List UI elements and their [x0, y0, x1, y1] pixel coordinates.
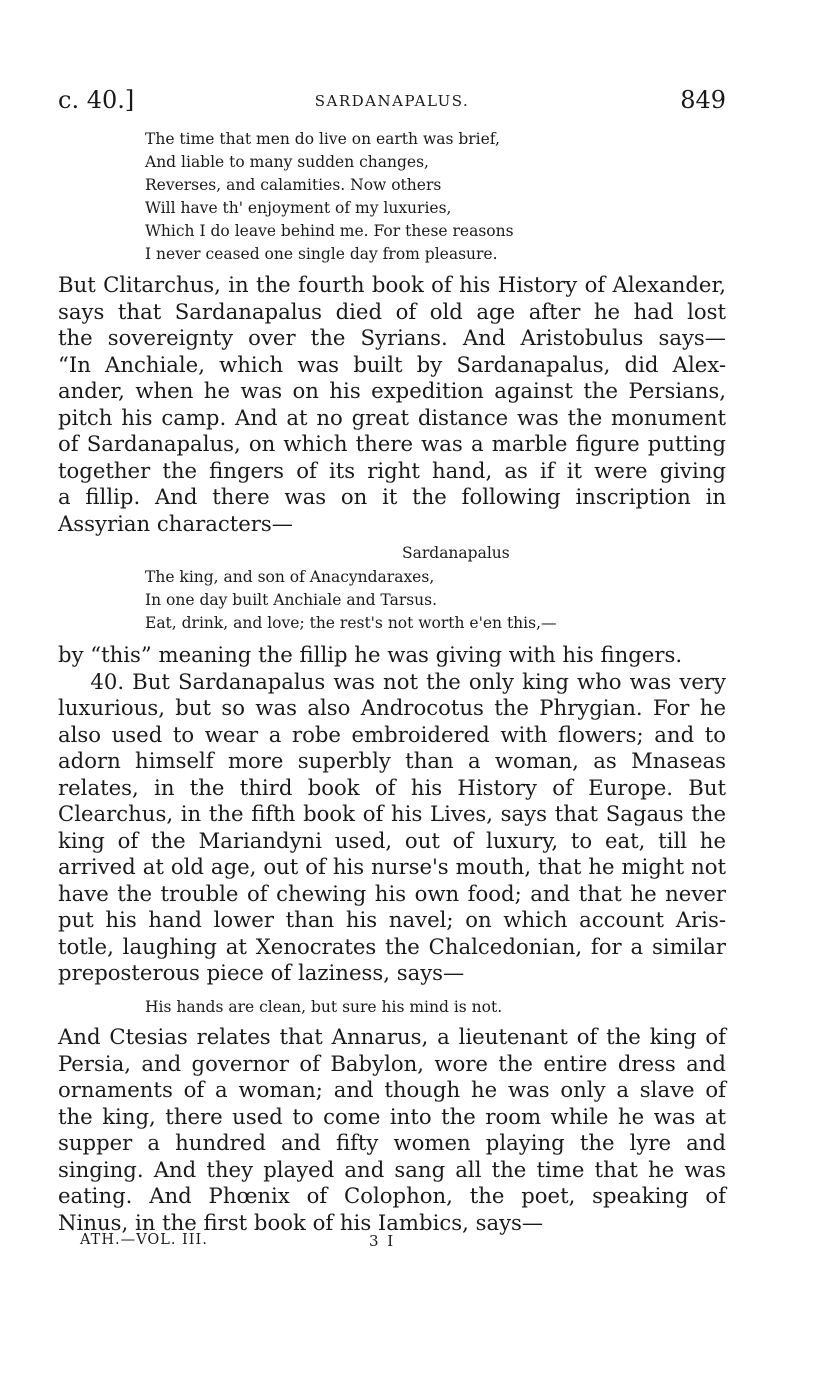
verse-quote-2: [145, 566, 557, 635]
text-line: of Sardanapalus, on which there was a marble figure putting: [58, 431, 726, 456]
text-line: also used to wear a robe embroidered with flowers; and to: [58, 721, 726, 747]
text-line: ander, when he was on his expedition against the Persians,: [58, 378, 726, 403]
page-number: 849: [680, 86, 726, 114]
printer-signature: 3 I: [369, 1232, 396, 1250]
chapter-marker: c. 40.]: [58, 86, 135, 114]
text-line: ornaments of a woman; and though he was only a slave of: [58, 1077, 726, 1102]
verse-line: His hands are clean, but sure his mind is not.: [145, 998, 503, 1016]
volume-footer: ATH.—VOL. III.: [80, 1232, 208, 1248]
text-line: adorn himself more superbly than a woman, as Mnaseas: [58, 748, 726, 773]
running-header: [58, 86, 726, 116]
text-line: the king, there used to come into the room while he was at: [58, 1103, 726, 1129]
verse-line: And liable to many sudden changes,: [145, 153, 429, 171]
text-line: arrived at old age, out of his nurse's mouth, that he might not: [58, 854, 726, 879]
text-line: singing. And they played and sang all the time that he was: [58, 1156, 726, 1182]
verse-line: Eat, drink, and love; the rest's not worth e'en this,—: [145, 614, 557, 632]
paragraph-1: [58, 272, 726, 537]
text-line: a fillip. And there was on it the following inscription in: [58, 484, 726, 509]
text-line: relates, in the third book of his History of Europe. But: [58, 774, 726, 800]
text-line: Clearchus, in the fifth book of his Lives, says that Sagaus the: [58, 801, 726, 826]
text-line: pitch his camp. And at no great distance was the monument: [58, 404, 726, 430]
text-line: supper a hundred and fifty women playing the lyre and: [58, 1130, 726, 1155]
text-line: “In Anchiale, which was built by Sardanapalus, did Alex-: [58, 351, 726, 377]
text-line: the sovereignty over the Syrians. And Aristobulus says—: [58, 325, 726, 350]
verse-line: Will have th' enjoyment of my luxuries,: [145, 199, 452, 217]
text-line: Assyrian characters—: [58, 510, 293, 536]
text-line: Persia, and governor of Babylon, wore the entire dress and: [58, 1050, 726, 1076]
text-line: by “this” meaning the fillip he was giving with his fingers.: [58, 642, 683, 667]
text-line: luxurious, but so was also Androcotus the Phrygian. For he: [58, 695, 726, 720]
text-line: 40. But Sardanapalus was not the only king who was very: [58, 668, 726, 694]
text-line: Ninus, in the first book of his Iambics, says—: [58, 1209, 544, 1235]
text-line: eating. And Phœnix of Colophon, the poet, speaking of: [58, 1183, 726, 1208]
paragraph-2: [58, 642, 726, 987]
verse-line: In one day built Anchiale and Tarsus.: [145, 591, 438, 609]
verse-line: The king, and son of Anacyndaraxes,: [145, 568, 435, 586]
running-title: SARDANAPALUS.: [314, 92, 470, 110]
text-line: preposterous piece of laziness, says—: [58, 960, 465, 985]
text-line: But Clitarchus, in the fourth book of his History of Alexander,: [58, 272, 726, 297]
verse-line: Reverses, and calamities. Now others: [145, 176, 442, 194]
verse-line: Which I do leave behind me. For these reasons: [145, 222, 514, 240]
text-line: together the fingers of its right hand, as if it were giving: [58, 457, 726, 483]
text-line: And Ctesias relates that Annarus, a lieutenant of the king of: [58, 1024, 726, 1049]
text-line: totle, laughing at Xenocrates the Chalcedonian, for a similar: [58, 933, 726, 959]
text-line: king of the Mariandyni used, out of luxury, to eat, till he: [58, 827, 726, 853]
text-line: says that Sardanapalus died of old age after he had lost: [58, 298, 726, 324]
paragraph-3: [58, 1024, 726, 1236]
verse-quote-1: [145, 128, 514, 266]
text-line: put his hand lower than his navel; on which account Aris-: [58, 907, 726, 932]
text-line: have the trouble of chewing his own food; and that he never: [58, 880, 726, 906]
verse-line: I never ceased one single day from pleasure.: [145, 245, 498, 263]
verse-quote-3: [145, 996, 502, 1019]
inscription-signature: Sardanapalus: [402, 544, 510, 562]
verse-line: The time that men do live on earth was brief,: [145, 130, 500, 148]
